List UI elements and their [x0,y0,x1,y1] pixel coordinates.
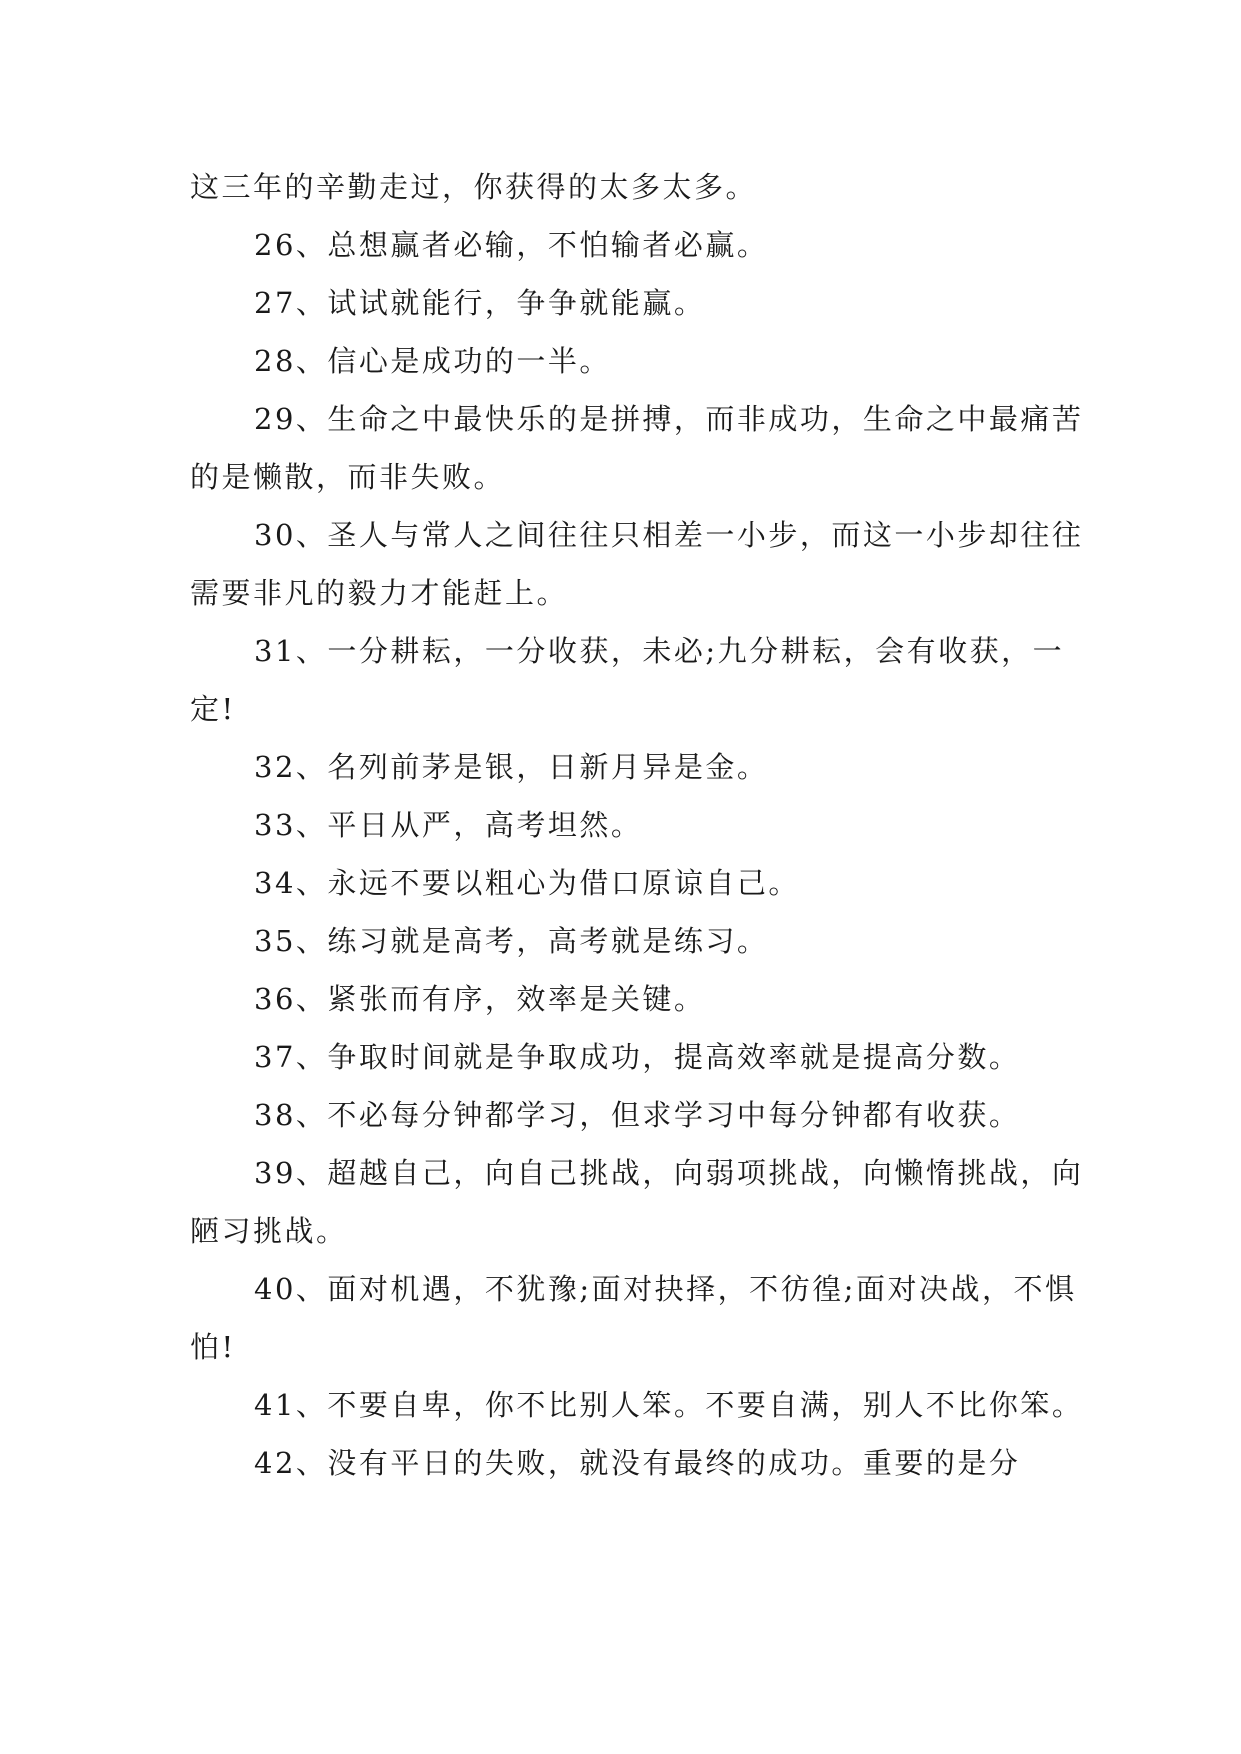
paragraph-30: 30、圣人与常人之间往往只相差一小步，而这一小步却往往需要非凡的毅力才能赶上。 [190,518,1084,610]
paragraph-41: 41、不要自卑，你不比别人笨。不要自满，别人不比你笨。 [254,1388,1084,1422]
paragraph-32: 32、名列前茅是银，日新月异是金。 [254,750,769,784]
paragraph-27: 27、试试就能行，争争就能赢。 [254,286,706,320]
paragraph-29: 29、生命之中最快乐的是拼搏，而非成功，生命之中最痛苦的是懒散，而非失败。 [190,402,1084,494]
paragraph-33: 33、平日从严，高考坦然。 [254,808,643,842]
paragraph-35: 35、练习就是高考，高考就是练习。 [254,924,769,958]
paragraph-31: 31、一分耕耘，一分收获，未必;九分耕耘，会有收获，一定! [190,634,1065,726]
paragraph-39: 39、超越自己，向自己挑战，向弱项挑战，向懒惰挑战，向陋习挑战。 [190,1156,1084,1248]
paragraph-37: 37、争取时间就是争取成功，提高效率就是提高分数。 [254,1040,1021,1074]
paragraph-42: 42、没有平日的失败，就没有最终的成功。重要的是分 [254,1446,1021,1480]
paragraph-continuation: 这三年的辛勤走过，你获得的太多太多。 [190,170,758,204]
paragraph-40: 40、面对机遇，不犹豫;面对抉择，不彷徨;面对决战，不惧怕! [190,1272,1077,1364]
document-body [190,158,1090,1492]
paragraph-38: 38、不必每分钟都学习，但求学习中每分钟都有收获。 [254,1098,1021,1132]
paragraph-36: 36、紧张而有序，效率是关键。 [254,982,706,1016]
paragraph-34: 34、永远不要以粗心为借口原谅自己。 [254,866,800,900]
paragraph-26: 26、总想赢者必输，不怕输者必赢。 [254,228,769,262]
paragraph-28: 28、信心是成功的一半。 [254,344,611,378]
